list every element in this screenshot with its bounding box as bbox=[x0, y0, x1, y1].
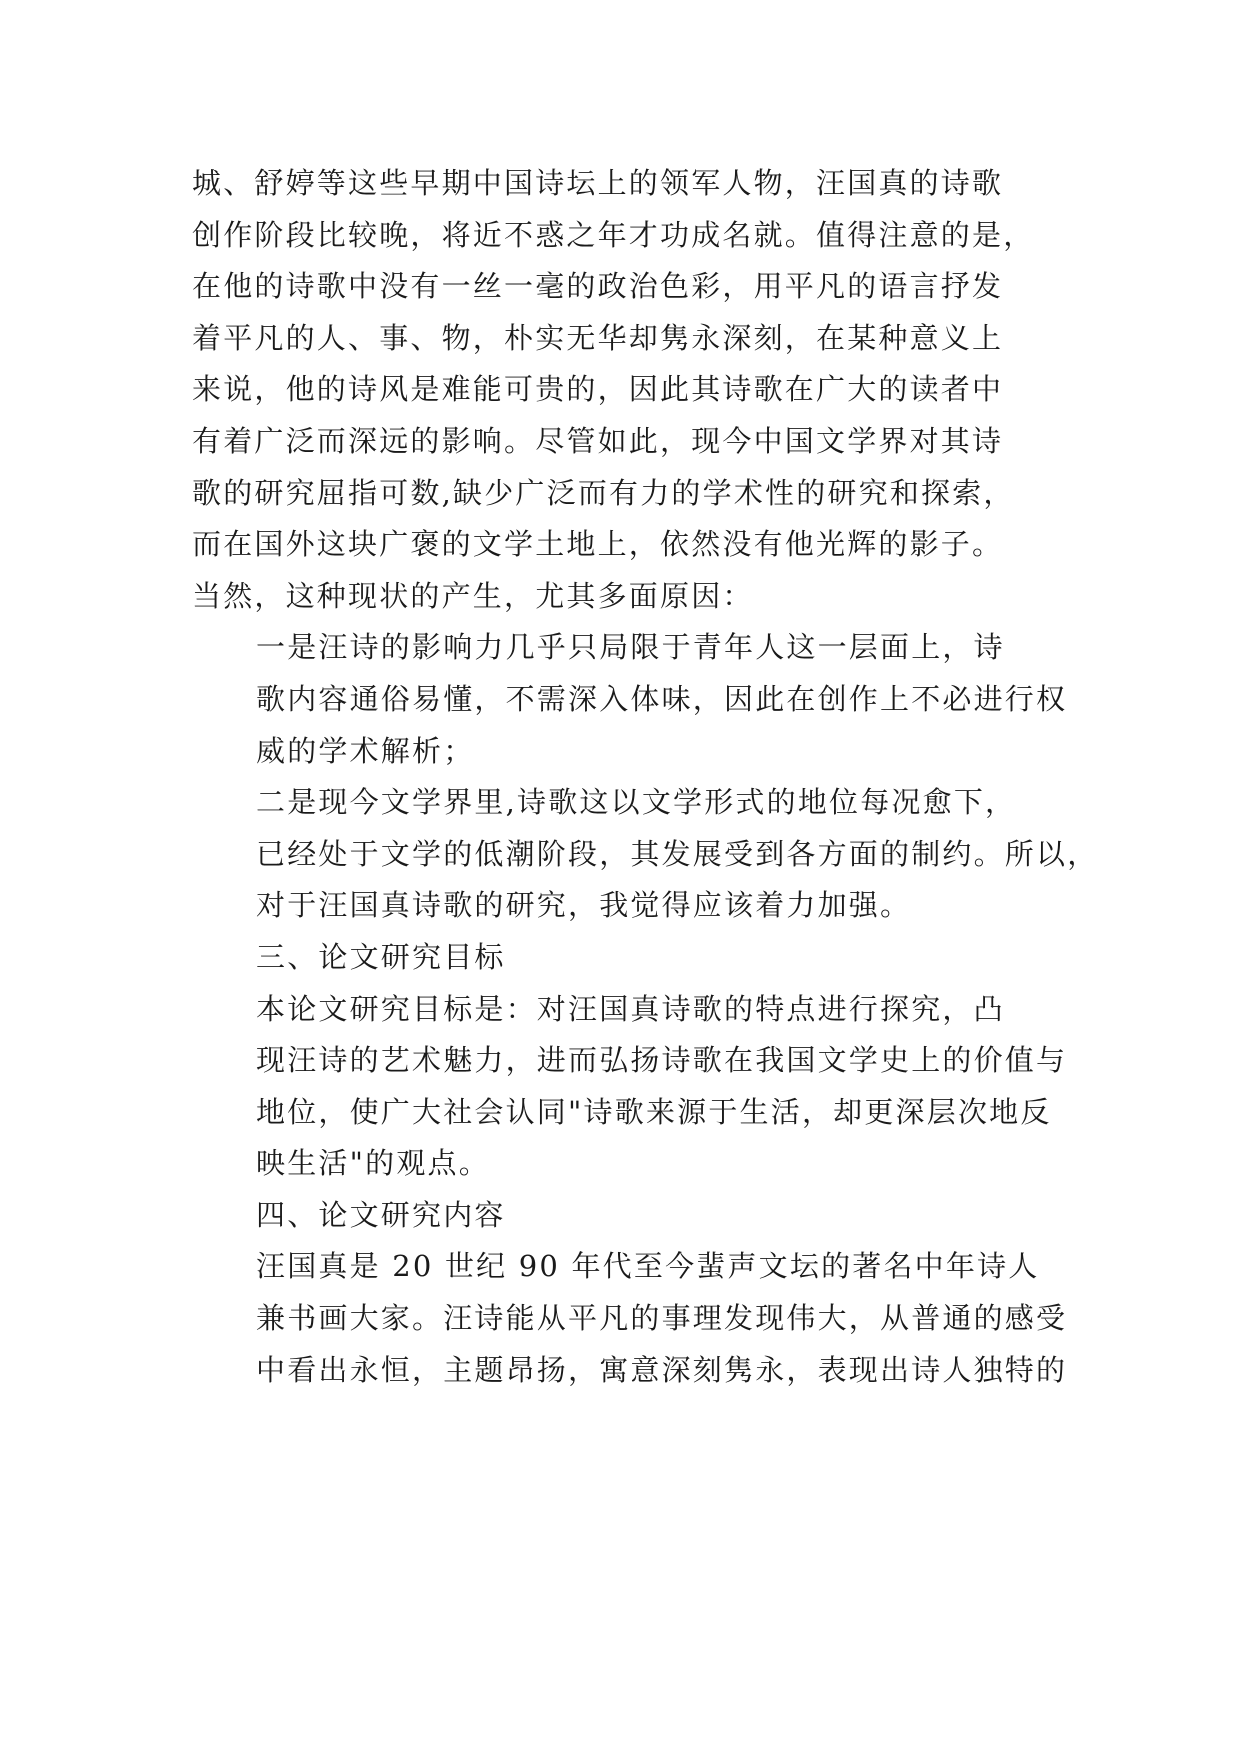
text-line: 在他的诗歌中没有一丝一毫的政治色彩，用平凡的语言抒发 bbox=[192, 269, 1004, 304]
text-line: 创作阶段比较晚，将近不惑之年才功成名就。值得注意的是， bbox=[192, 217, 1035, 252]
paragraph bbox=[192, 932, 1052, 984]
paragraph bbox=[192, 158, 1052, 622]
text-line: 城、舒婷等这些早期中国诗坛上的领军人物，汪国真的诗歌 bbox=[192, 166, 1004, 200]
text-line: 兼书画大家。汪诗能从平凡的事理发现伟大，从普通的感受 bbox=[256, 1301, 1068, 1336]
text-line: 歌内容通俗易懂，不需深入体味，因此在创作上不必进行权 bbox=[256, 681, 1068, 716]
text-line: 地位，使广大社会认同"诗歌来源于生活，却更深层次地反 bbox=[256, 1094, 1052, 1129]
text-line: 当然，这种现状的产生，尤其多面原因： bbox=[192, 578, 754, 613]
text-line: 威的学术解析； bbox=[256, 733, 475, 768]
paragraph bbox=[192, 1190, 1052, 1242]
text-line: 歌的研究屈指可数,缺少广泛而有力的学术性的研究和探索， bbox=[192, 475, 1015, 510]
text-line: 映生活"的观点。 bbox=[256, 1146, 490, 1181]
paragraph bbox=[192, 984, 1068, 1190]
text-line: 中看出永恒，主题昂扬，寓意深刻隽永，表现出诗人独特的 bbox=[256, 1352, 1068, 1387]
paragraph bbox=[192, 777, 1099, 932]
text-line: 来说，他的诗风是难能可贵的，因此其诗歌在广大的读者中 bbox=[192, 372, 1004, 407]
text-line: 一是汪诗的影响力几乎只局限于青年人这一层面上，诗 bbox=[256, 630, 1005, 665]
text-line: 三、论文研究目标 bbox=[256, 939, 506, 974]
text-line: 已经处于文学的低潮阶段，其发展受到各方面的制约。所以， bbox=[256, 836, 1099, 871]
text-line: 而在国外这块广褒的文学土地上，依然没有他光辉的影子。 bbox=[192, 527, 1004, 562]
text-line: 二是现今文学界里,诗歌这以文学形式的地位每况愈下， bbox=[256, 785, 1017, 820]
text-line: 汪国真是 20 世纪 90 年代至今蜚声文坛的著名中年诗人 bbox=[256, 1249, 1040, 1284]
paragraph bbox=[192, 1241, 1068, 1396]
text-line: 现汪诗的艺术魅力，进而弘扬诗歌在我国文学史上的价值与 bbox=[256, 1043, 1068, 1078]
text-line: 有着广泛而深远的影响。尽管如此，现今中国文学界对其诗 bbox=[192, 423, 1004, 458]
text-line: 对于汪国真诗歌的研究，我觉得应该着力加强。 bbox=[256, 888, 912, 923]
text-line: 本论文研究目标是：对汪国真诗歌的特点进行探究，凸 bbox=[256, 991, 1005, 1026]
text-line: 四、论文研究内容 bbox=[256, 1197, 506, 1232]
text-line: 着平凡的人、事、物，朴实无华却隽永深刻，在某种意义上 bbox=[192, 320, 1004, 355]
paragraph bbox=[192, 622, 1068, 777]
document-body bbox=[192, 158, 1099, 1396]
